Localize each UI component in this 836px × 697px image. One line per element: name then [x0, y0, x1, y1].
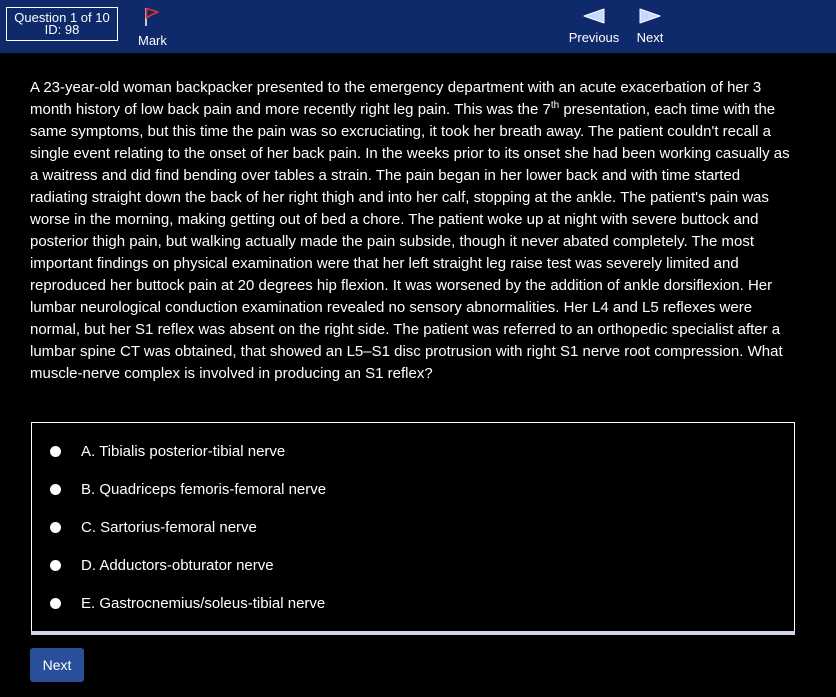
question-info-box [6, 7, 118, 41]
next-button[interactable]: Next [30, 648, 84, 682]
option-e[interactable] [50, 591, 750, 615]
radio-bullet-icon[interactable] [50, 598, 61, 609]
question-stem [30, 77, 800, 385]
mark-label: Mark [138, 33, 167, 48]
flag-icon [144, 7, 160, 27]
arrow-right-icon [639, 8, 661, 24]
option-label: B. Quadriceps femoris-femoral nerve [81, 480, 327, 498]
question-superscript: th [550, 100, 560, 111]
option-label: D. Adductors-obturator nerve [81, 556, 274, 574]
next-nav-label: Next [636, 30, 664, 45]
question-text-part2: presentation, each time with the same symptoms, but this time the pain was so excruciating, it took her breath away. The patient couldn't recall a single event relating to the onset of her back pain. In the weeks prior to its onset she had been working casually as a waitress and did find bending over tables a strain. The pain began in her lower back and with time started radiating straight down the back of her right thigh and into her calf, stopping at the ankle. The patient's pain was worse in the morning, making getting out of bed a chore. The patient woke up at night with severe buttock and posterior thigh pain, but walking actually made the pain subside, though it never abated completely. The most important findings on physical examination were that her left straight leg raise test was severely limited and reproduced her buttock pain at 20 degrees hip flexion. It was worsened by the addition of ankle dorsiflexion. Her lumbar neurological conduction examination revealed no sensory abnormalities. Her L4 and L5 reflexes were normal, but her S1 reflex was absent on the right side. The patient was referred to an orthopedic specialist after a lumbar spine CT was obtained, that showed an L5–S1 disc protrusion with right S1 nerve root compression. What muscle-nerve complex is involved in producing an S1 reflex? [30, 101, 790, 382]
option-d[interactable] [50, 553, 750, 577]
radio-bullet-icon[interactable] [50, 446, 61, 457]
answer-options [31, 422, 795, 632]
previous-label: Previous [568, 30, 620, 45]
mark-button[interactable] [138, 7, 172, 49]
option-label: A. Tibialis posterior-tibial nerve [81, 442, 286, 460]
options-divider [31, 631, 795, 635]
top-navigation-bar [0, 0, 836, 53]
option-label: E. Gastrocnemius/soleus-tibial nerve [81, 594, 326, 612]
question-text-part1: A 23-year-old woman backpacker presented to the emergency department with an acute exacerbation of her 3 month history of low back pain and more recently right leg pain. This was the 7 [30, 79, 762, 118]
option-a[interactable] [50, 439, 750, 463]
question-counter: Question 1 of 10 [14, 10, 110, 25]
radio-bullet-icon[interactable] [50, 484, 61, 495]
option-c[interactable] [50, 515, 750, 539]
option-b[interactable] [50, 477, 750, 501]
radio-bullet-icon[interactable] [50, 522, 61, 533]
question-id: ID: 98 [44, 22, 80, 37]
previous-button[interactable] [563, 8, 625, 50]
radio-bullet-icon[interactable] [50, 560, 61, 571]
arrow-left-icon [583, 8, 605, 24]
next-nav-button[interactable] [630, 8, 670, 50]
option-label: C. Sartorius-femoral nerve [81, 518, 257, 536]
